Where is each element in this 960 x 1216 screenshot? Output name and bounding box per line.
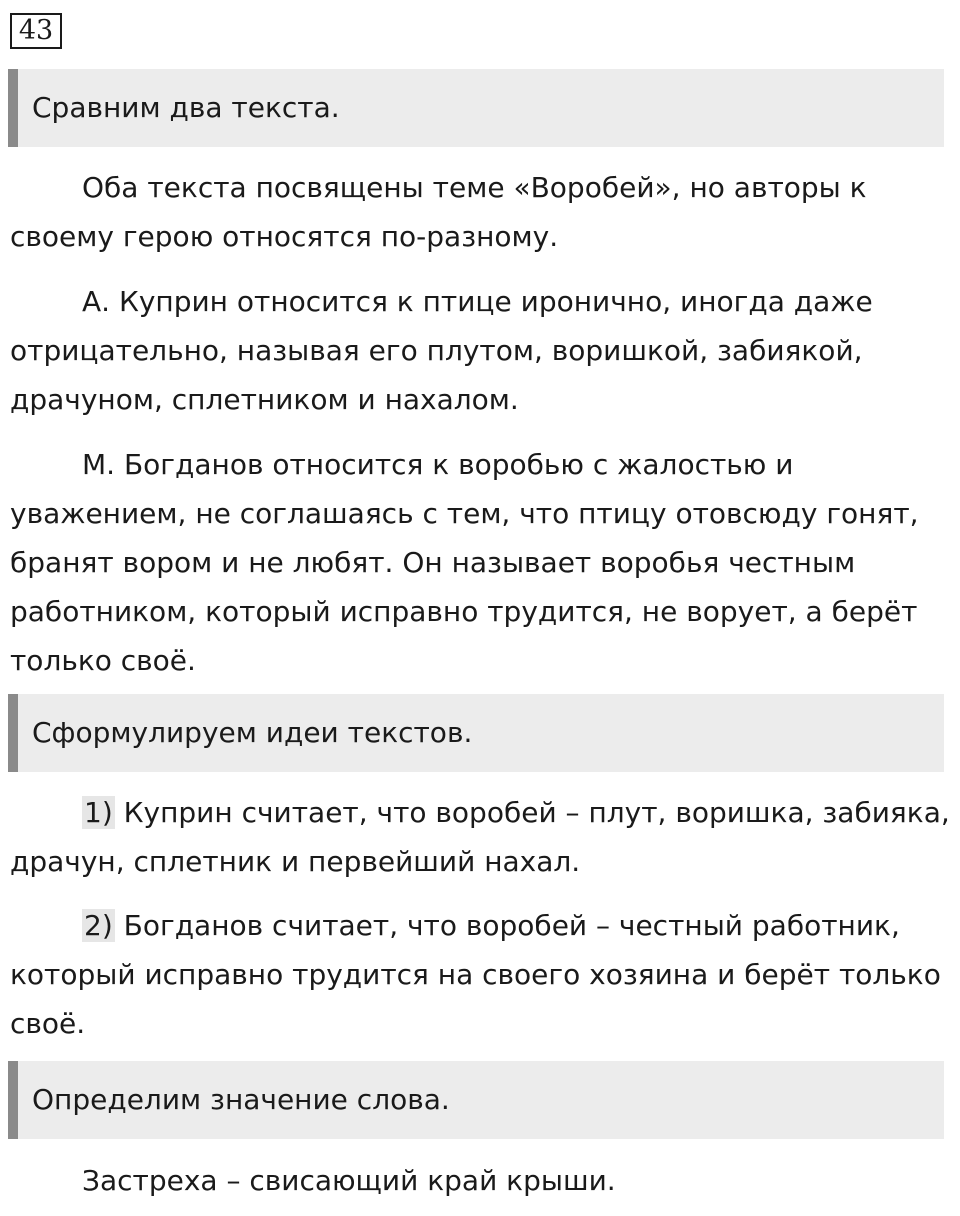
item-number-2: 2): [84, 909, 113, 942]
paragraph-kuprin: А. Куприн относится к птице иронично, иногда даже отрицательно, называя его плутом, воришкой, забиякой, драчуном, сплетником и нахалом.: [10, 285, 873, 416]
paragraph-both-texts: Оба текста посвящены теме «Воробей», но авторы к своему герою относятся по-разному.: [10, 171, 867, 253]
list-item-idea-1: [10, 788, 955, 886]
task-number-box: 43: [10, 13, 62, 49]
section-header-compare: Сравним два текста.: [8, 69, 944, 147]
paragraph-definition: Застреха – свисающий край крыши.: [82, 1164, 616, 1197]
section-header-ideas: Сформулируем идеи текстов.: [8, 694, 944, 772]
item-text-1: Куприн считает, что воробей – плут, воришка, забияка, драчун, сплетник и первейший нахал.: [10, 796, 950, 878]
item-text-2: Богданов считает, что воробей – честный работник, который исправно трудится на своего хозяина и берёт только своё.: [10, 909, 941, 1040]
item-number-1: 1): [84, 796, 113, 829]
list-item-idea-2: [10, 901, 955, 1048]
section-header-word-meaning: Определим значение слова.: [8, 1061, 944, 1139]
paragraph-bogdanov: М. Богданов относится к воробью с жалостью и уважением, не соглашаясь с тем, что птицу отовсюду гонят, бранят вором и не любят. Он называет воробья честным работником, который исправно трудится, не ворует, а берёт только своё.: [10, 448, 919, 677]
